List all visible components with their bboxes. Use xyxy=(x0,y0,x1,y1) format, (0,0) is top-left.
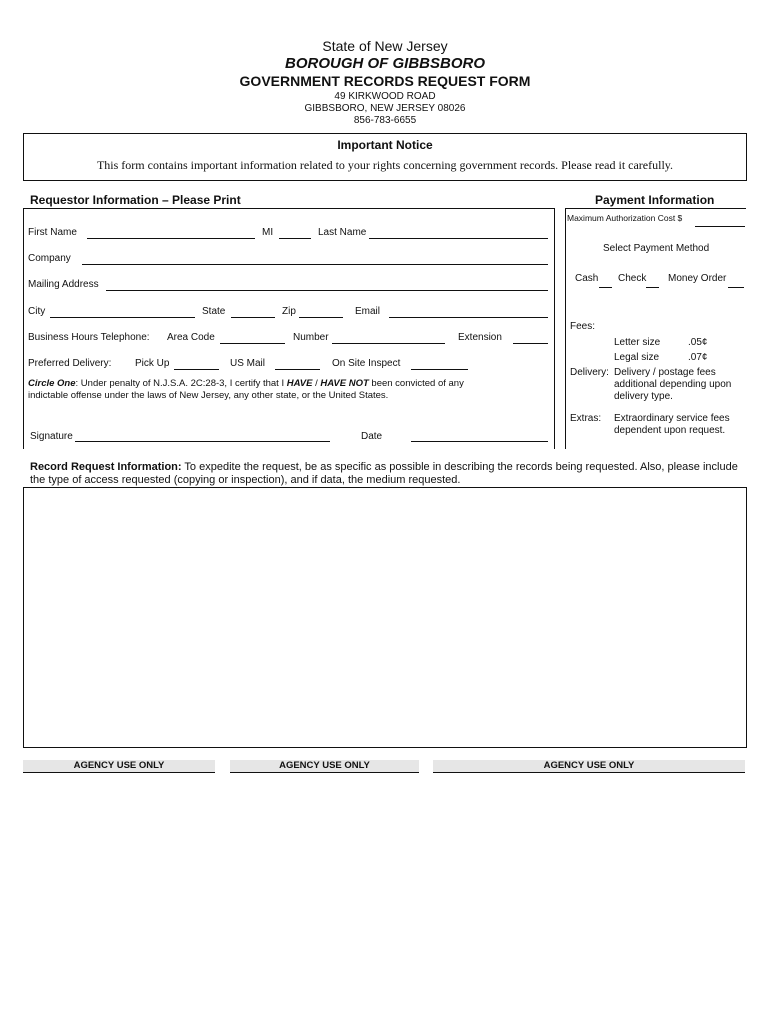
agency-use-label-3: AGENCY USE ONLY xyxy=(543,760,635,771)
fees-label: Fees: xyxy=(570,321,596,332)
agency-use-col-2 xyxy=(230,760,419,773)
on-site-label: On Site Inspect xyxy=(332,358,401,369)
agency-use-col-3 xyxy=(433,760,745,773)
max-authorization-label: Maximum Authorization Cost $ xyxy=(567,213,683,223)
money-order-field[interactable] xyxy=(728,287,744,288)
city-label: City xyxy=(28,306,46,317)
money-order-label: Money Order xyxy=(668,273,727,284)
on-site-field[interactable] xyxy=(411,369,468,370)
record-request-title: Record Request Information: xyxy=(30,461,182,473)
state-field[interactable] xyxy=(231,317,275,318)
number-field[interactable] xyxy=(332,343,445,344)
date-field[interactable] xyxy=(411,441,548,442)
email-field[interactable] xyxy=(389,317,548,318)
certification-text xyxy=(28,378,464,389)
payment-title: Payment Information xyxy=(595,193,715,207)
pick-up-field[interactable] xyxy=(174,369,219,370)
area-code-label: Area Code xyxy=(167,332,215,343)
mailing-address-field[interactable] xyxy=(106,290,548,291)
cash-field[interactable] xyxy=(599,287,612,288)
zip-label: Zip xyxy=(282,306,296,317)
cash-label: Cash xyxy=(575,273,599,284)
record-request-instructions xyxy=(30,461,742,487)
circle-one-label: Circle One xyxy=(28,378,76,389)
record-request-text: To expedite the request, be as specific as possible in describing the records being requested. Also, please include the type of access requested (copying or inspection), and if data, the medium requested. xyxy=(30,461,738,486)
certification-text-line-2: indictable offense under the laws of New Jersey, any other state, or the United States. xyxy=(28,390,389,401)
notice-text: This form contains important information related to your rights concerning government records. Please read it carefully. xyxy=(96,158,674,172)
borough-title: BOROUGH OF GIBBSBORO xyxy=(284,55,485,72)
city-field[interactable] xyxy=(50,317,195,318)
phone-number: 856-783-6655 xyxy=(353,115,417,126)
mailing-address-label: Mailing Address xyxy=(28,279,99,290)
important-notice-box xyxy=(23,133,747,181)
agency-use-label-1: AGENCY USE ONLY xyxy=(73,760,165,771)
max-authorization-field[interactable] xyxy=(695,226,745,227)
email-label: Email xyxy=(355,306,381,317)
area-code-field[interactable] xyxy=(220,343,285,344)
company-label: Company xyxy=(28,253,71,264)
us-mail-label: US Mail xyxy=(230,358,266,369)
certification-part-2: been convicted of any xyxy=(368,378,464,389)
check-label: Check xyxy=(618,273,647,284)
notice-title: Important Notice xyxy=(337,138,433,152)
slash-separator: / xyxy=(312,378,321,389)
pick-up-label: Pick Up xyxy=(135,358,170,369)
business-phone-label: Business Hours Telephone: xyxy=(28,332,150,343)
agency-use-col-1 xyxy=(23,760,215,773)
company-field[interactable] xyxy=(82,264,548,265)
delivery-label: Delivery: xyxy=(570,367,609,378)
record-request-box[interactable] xyxy=(23,487,747,748)
first-name-field[interactable] xyxy=(87,238,255,239)
form-title: GOVERNMENT RECORDS REQUEST FORM xyxy=(239,73,531,89)
zip-field[interactable] xyxy=(299,317,343,318)
first-name-label: First Name xyxy=(28,227,77,238)
letter-size-label: Letter size xyxy=(614,337,661,348)
last-name-field[interactable] xyxy=(369,238,548,239)
certification-part-1: : Under penalty of N.J.S.A. 2C:28-3, I certify that I xyxy=(75,378,287,389)
us-mail-field[interactable] xyxy=(275,369,320,370)
extras-text: Extraordinary service fees dependent upon request. xyxy=(614,413,730,436)
signature-label: Signature xyxy=(30,431,73,442)
letter-size-fee: .05¢ xyxy=(688,337,708,348)
mi-label: MI xyxy=(262,227,274,238)
address-line-1: 49 KIRKWOOD ROAD xyxy=(334,91,436,102)
have-not-option[interactable]: HAVE NOT xyxy=(320,378,369,389)
mi-field[interactable] xyxy=(279,238,311,239)
state-title: State of New Jersey xyxy=(322,38,448,54)
date-label: Date xyxy=(361,431,383,442)
legal-size-label: Legal size xyxy=(614,352,660,363)
state-label: State xyxy=(202,306,226,317)
legal-size-fee: .07¢ xyxy=(688,352,708,363)
signature-field[interactable] xyxy=(75,441,330,442)
requestor-title: Requestor Information – Please Print xyxy=(30,193,241,207)
agency-use-label-2: AGENCY USE ONLY xyxy=(279,760,370,771)
check-field[interactable] xyxy=(646,287,659,288)
extras-label: Extras: xyxy=(570,413,602,424)
select-payment-label: Select Payment Method xyxy=(603,243,710,254)
preferred-delivery-label: Preferred Delivery: xyxy=(28,358,112,369)
extension-label: Extension xyxy=(458,332,502,343)
address-line-2: GIBBSBORO, NEW JERSEY 08026 xyxy=(304,103,466,114)
number-label: Number xyxy=(293,332,329,343)
requestor-box xyxy=(23,208,555,449)
delivery-text: Delivery / postage fees additional depending upon delivery type. xyxy=(614,367,732,402)
extension-field[interactable] xyxy=(513,343,548,344)
have-option[interactable]: HAVE xyxy=(286,378,313,389)
last-name-label: Last Name xyxy=(318,227,367,238)
